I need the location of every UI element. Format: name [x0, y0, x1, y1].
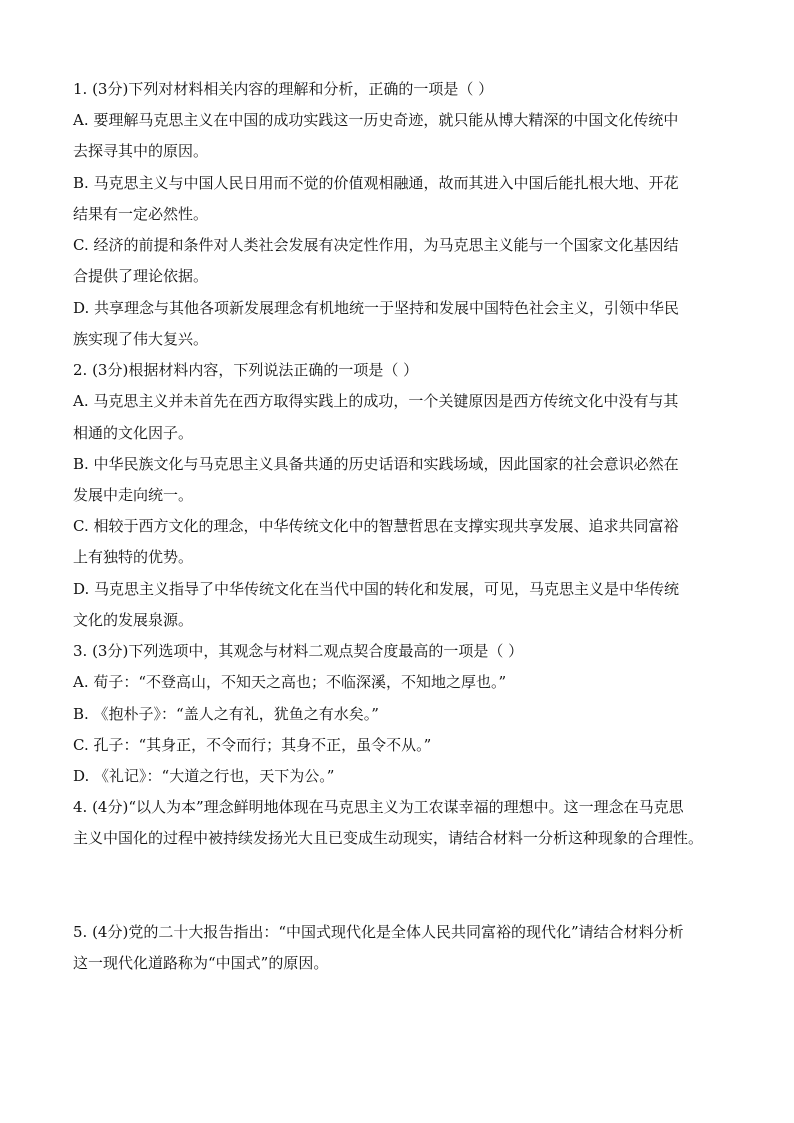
question-3-option-a: A. 荀子：“不登高山，不知天之高也；不临深溪，不知地之厚也。”	[73, 673, 507, 691]
question-5-stem-cont: 这一现代化道路称为“中国式”的原因。	[73, 954, 329, 972]
question-3-option-d: D. 《礼记》：“大道之行也，天下为公。”	[73, 767, 335, 785]
question-3-option-b: B. 《抱朴子》：“盖人之有礼，犹鱼之有水矣。”	[73, 705, 379, 723]
question-2-option-b: B. 中华民族文化与马克思主义具备共通的历史话语和实践场域，因此国家的社会意识必然在	[73, 455, 679, 473]
question-3-option-c: C. 孔子：“其身正，不令而行；其身不正，虽令不从。”	[73, 736, 432, 754]
question-2-option-d-cont: 文化的发展泉源。	[73, 611, 194, 629]
question-2-stem: 2. (3分)根据材料内容，下列说法正确的一项是（ ）	[73, 361, 419, 379]
question-1-option-b: B. 马克思主义与中国人民日用而不觉的价值观相融通，故而其进入中国后能扎根大地、开花	[73, 174, 679, 192]
question-2-option-d: D. 马克思主义指导了中华传统文化在当代中国的转化和发展，可见，马克思主义是中华传统	[73, 580, 680, 598]
question-1-option-a: A. 要理解马克思主义在中国的成功实践这一历史奇迹，就只能从博大精深的中国文化传统中	[73, 111, 679, 129]
question-2-option-c: C. 相较于西方文化的理念，中华传统文化中的智慧哲思在支撑实现共享发展、追求共同富裕	[73, 517, 679, 535]
question-1-option-a-cont: 去探寻其中的原因。	[73, 142, 209, 160]
question-3-stem: 3. (3分)下列选项中，其观念与材料二观点契合度最高的一项是（ ）	[73, 642, 524, 660]
question-1-option-b-cont: 结果有一定必然性。	[73, 205, 209, 223]
question-4-stem: 4. (4分)“以人为本”理念鲜明地体现在马克思主义为工农谋幸福的理想中。这一理念在马克思	[73, 798, 684, 816]
question-1-stem: 1. (3分)下列对材料相关内容的理解和分析，正确的一项是（ ）	[73, 80, 494, 98]
question-1-option-c: C. 经济的前提和条件对人类社会发展有决定性作用，为马克思主义能与一个国家文化基因结	[73, 236, 679, 254]
question-1-option-c-cont: 合提供了理论依据。	[73, 267, 209, 285]
question-2-option-a-cont: 相通的文化因子。	[73, 424, 194, 442]
question-2-option-b-cont: 发展中走向统一。	[73, 486, 194, 504]
question-2-option-a: A. 马克思主义并未首先在西方取得实践上的成功，一个关键原因是西方传统文化中没有与其	[73, 392, 679, 410]
question-5-stem: 5. (4分)党的二十大报告指出：“中国式现代化是全体人民共同富裕的现代化”请结合材料分析	[73, 923, 684, 941]
question-2-option-c-cont: 上有独特的优势。	[73, 548, 194, 566]
question-1-option-d: D. 共享理念与其他各项新发展理念有机地统一于坚持和发展中国特色社会主义，引领中华民	[73, 299, 680, 317]
question-4-stem-cont: 主义中国化的过程中被持续发扬光大且已变成生动现实，请结合材料一分析这种现象的合理性。	[73, 829, 704, 847]
question-1-option-d-cont: 族实现了伟大复兴。	[73, 330, 209, 348]
